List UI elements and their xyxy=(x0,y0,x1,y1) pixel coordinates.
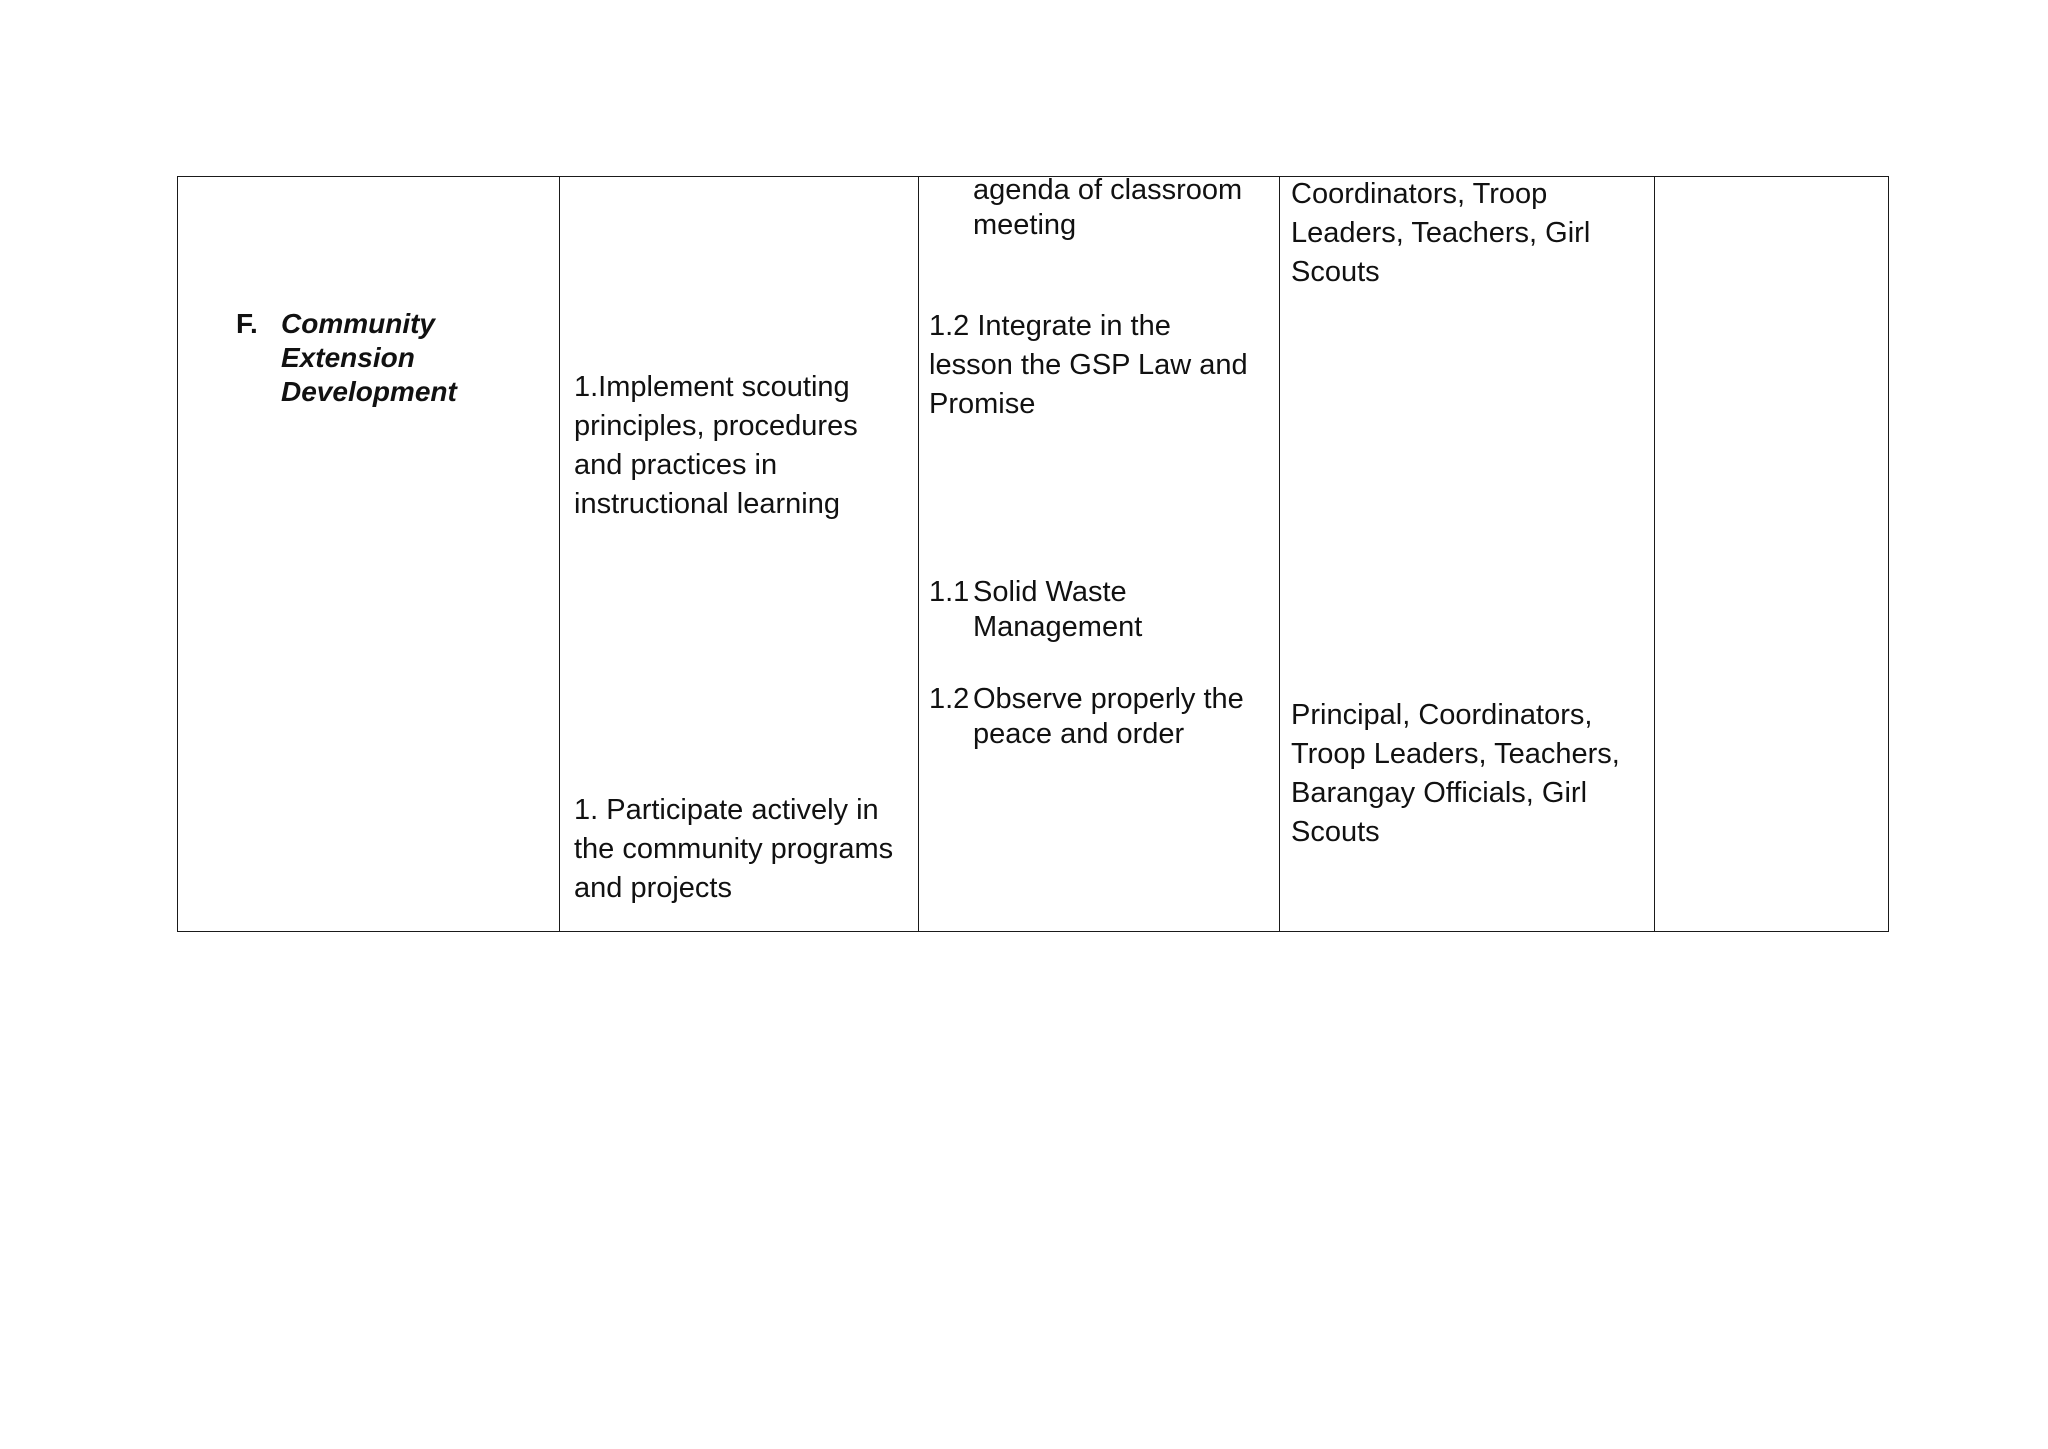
activity-item-1-2-integrate xyxy=(929,307,1248,424)
persons-line: Scouts xyxy=(1291,816,1380,848)
plan-table xyxy=(177,176,1889,932)
activity-line: Management xyxy=(973,611,1143,643)
persons-line: Principal, Coordinators, xyxy=(1291,699,1593,731)
key-area-name xyxy=(281,307,457,409)
activity-number: 1.2 xyxy=(929,683,970,715)
objective-line: 1. Participate actively in xyxy=(574,794,879,826)
persons-line: Scouts xyxy=(1291,256,1380,288)
activity-line: lesson the GSP Law and xyxy=(929,349,1248,381)
persons-line: Barangay Officials, Girl xyxy=(1291,777,1588,809)
key-area-letter: F. xyxy=(236,308,258,339)
activity-line: meeting xyxy=(973,209,1077,241)
persons-line: Troop Leaders, Teachers, xyxy=(1291,738,1620,770)
objective-line: and projects xyxy=(574,872,732,904)
activity-line: 1.2 Integrate in the xyxy=(929,310,1171,342)
objective-item-1 xyxy=(574,368,858,524)
persons-line: Leaders, Teachers, Girl xyxy=(1291,217,1591,249)
activity-line: Solid Waste xyxy=(973,576,1127,608)
objective-line: principles, procedures xyxy=(574,410,858,442)
objective-line: 1.Implement scouting xyxy=(574,371,850,403)
column-divider-3 xyxy=(1279,177,1280,931)
column-divider-1 xyxy=(559,177,560,931)
key-area-name-line: Extension xyxy=(281,342,415,373)
persons-group-1 xyxy=(1291,175,1590,292)
key-area-name-line: Community xyxy=(281,308,435,339)
activity-line: Observe properly the xyxy=(973,683,1244,715)
activity-line: Promise xyxy=(929,388,1036,420)
activity-number: 1.1 xyxy=(929,576,970,608)
activity-continued xyxy=(973,173,1242,243)
empty-column-cell xyxy=(1655,177,1888,931)
key-area-name-line: Development xyxy=(281,376,457,407)
persons-group-2 xyxy=(1291,696,1620,852)
column-divider-2 xyxy=(918,177,919,931)
objective-line: instructional learning xyxy=(574,488,840,520)
objective-line: the community programs xyxy=(574,833,894,865)
objective-item-2 xyxy=(574,791,893,908)
activity-text xyxy=(973,682,1244,752)
objective-line: and practices in xyxy=(574,449,778,481)
activity-line: peace and order xyxy=(973,718,1185,750)
activity-text xyxy=(973,575,1142,645)
persons-line: Coordinators, Troop xyxy=(1291,178,1548,210)
activity-line: agenda of classroom xyxy=(973,174,1243,206)
